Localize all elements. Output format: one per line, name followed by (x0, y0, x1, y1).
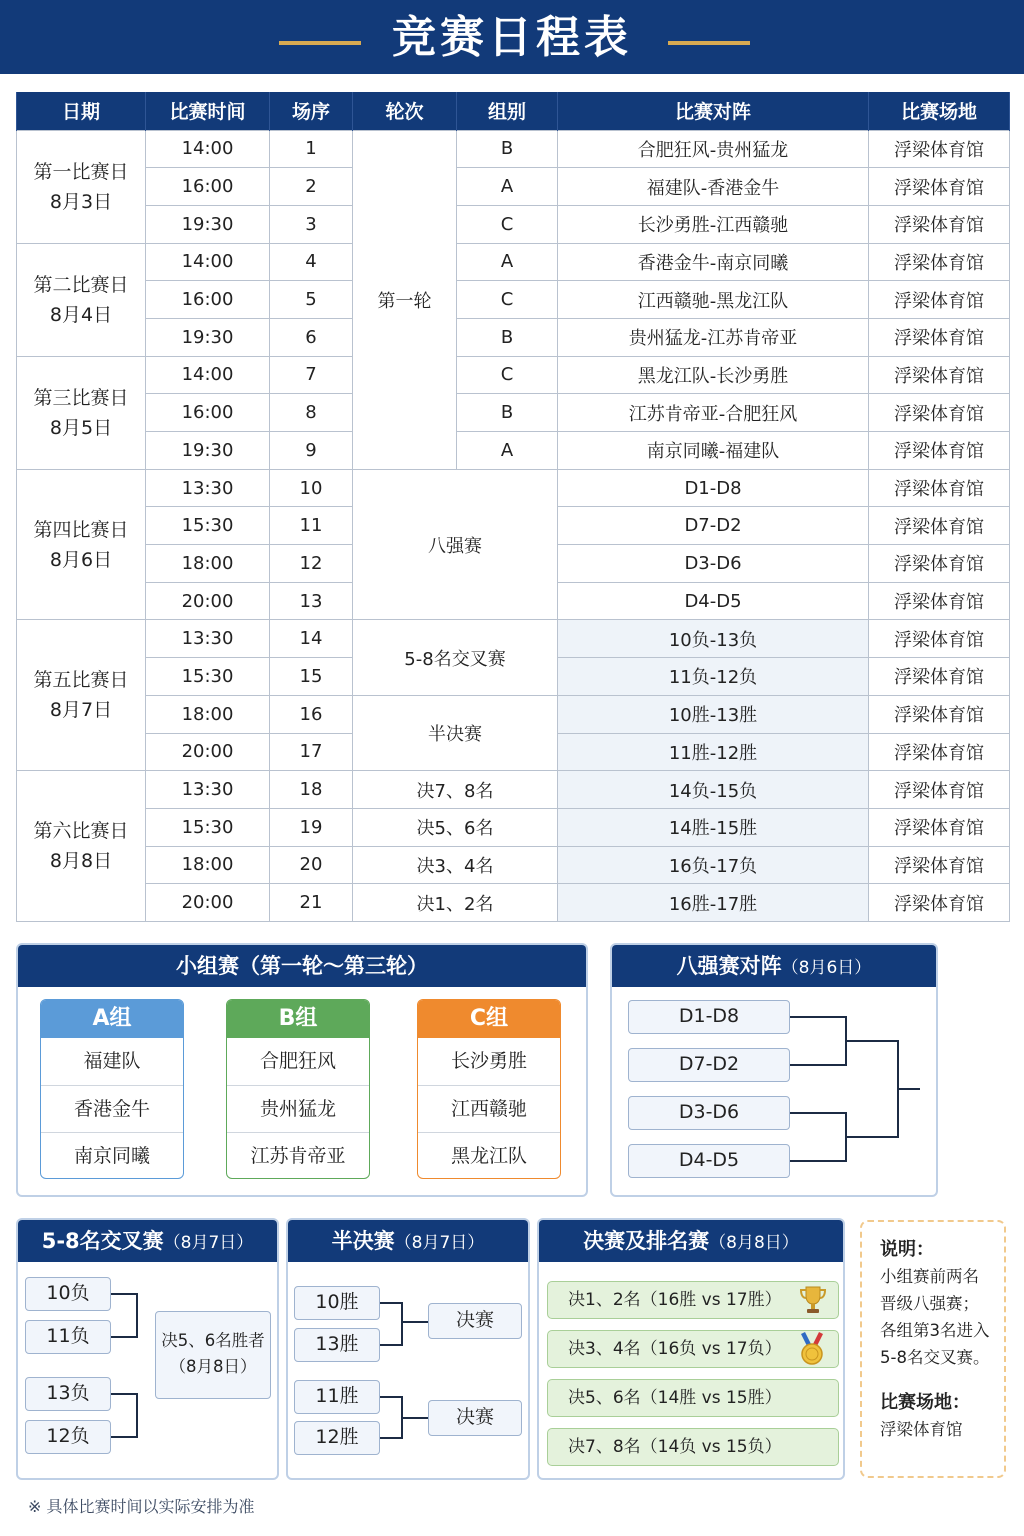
final-box: 决赛 (428, 1400, 522, 1436)
cross-match-title-text: 5-8名交叉赛 (41, 1229, 164, 1253)
cross-entry-box: 13负 (25, 1377, 111, 1411)
bracket-line (790, 1160, 846, 1162)
venue-cell: 浮梁体育馆 (869, 545, 1010, 583)
venue-cell: 浮梁体育馆 (869, 846, 1010, 884)
match-cell: 10胜-13胜 (558, 695, 869, 733)
time-cell: 14:00 (146, 356, 270, 394)
quarterfinal-match-box: D7-D2 (628, 1048, 790, 1082)
day-date: 8月4日 (49, 303, 113, 326)
match-cell: 长沙勇胜-江西赣驰 (558, 205, 869, 243)
time-cell: 13:30 (146, 620, 270, 658)
venue-cell: 浮梁体育馆 (869, 771, 1010, 809)
venue-cell: 浮梁体育馆 (869, 469, 1010, 507)
semifinal-entry-box: 11胜 (294, 1380, 380, 1414)
group-team: 江西赣驰 (418, 1085, 560, 1132)
game-no-cell: 10 (270, 469, 353, 507)
time-cell: 18:00 (146, 846, 270, 884)
col-header-group: 组别 (457, 92, 558, 130)
cross-result-box (155, 1311, 271, 1399)
match-cell: 合肥狂风-贵州猛龙 (558, 130, 869, 168)
cross-result-date: （8月8日） (169, 1357, 257, 1376)
venue-cell: 浮梁体育馆 (869, 318, 1010, 356)
match-cell: 江西赣驰-黑龙江队 (558, 281, 869, 319)
day-date: 8月3日 (49, 190, 113, 213)
note-line: 各组第3名进入 (880, 1321, 990, 1340)
table-row (17, 846, 1010, 884)
bracket-line (790, 1016, 846, 1018)
cross-result-label: 决5、6名胜者 (161, 1331, 265, 1350)
finals-row (547, 1379, 839, 1417)
group-cell: C (457, 205, 558, 243)
game-no-cell: 11 (270, 507, 353, 545)
finals-row (547, 1281, 839, 1319)
time-cell: 16:00 (146, 281, 270, 319)
table-row (17, 281, 1010, 319)
day-label: 第四比赛日 (33, 518, 129, 541)
round-cell: 八强赛 (353, 469, 558, 620)
gold-medal-icon (798, 1332, 826, 1366)
time-cell: 16:00 (146, 168, 270, 206)
game-no-cell: 9 (270, 432, 353, 470)
match-cell: 16胜-17胜 (558, 884, 869, 922)
match-cell: 10负-13负 (558, 620, 869, 658)
semifinal-entry-box: 10胜 (294, 1286, 380, 1320)
group-team: 长沙勇胜 (450, 1050, 527, 1072)
group-cell: A (457, 168, 558, 206)
group-cell: C (457, 356, 558, 394)
round-cell: 决5、6名 (353, 808, 558, 846)
table-row (17, 620, 1010, 658)
bracket-line (111, 1336, 137, 1338)
group-card-b-header: B组 (227, 1000, 369, 1038)
day-label: 第二比赛日 (33, 273, 129, 296)
finals-row-label: 决1、2名（16胜 vs 17胜） (568, 1290, 782, 1310)
table-row (17, 771, 1010, 809)
venue-cell: 浮梁体育馆 (869, 130, 1010, 168)
bracket-line (380, 1344, 402, 1346)
bracket-line (380, 1396, 402, 1398)
bracket-line (898, 1088, 920, 1090)
group-cell: A (457, 432, 558, 470)
table-row (17, 243, 1010, 281)
venue-cell: 浮梁体育馆 (869, 620, 1010, 658)
group-card-c (417, 999, 561, 1179)
finals-row-label: 决5、6名（14胜 vs 15胜） (568, 1388, 782, 1408)
match-cell: D3-D6 (558, 545, 869, 583)
note-venue-heading: 比赛场地： (880, 1392, 970, 1413)
col-header-time: 比赛时间 (146, 92, 270, 130)
finals-panel (537, 1218, 845, 1480)
cross-entry-box: 12负 (25, 1420, 111, 1454)
note-line: 小组赛前两名 (880, 1267, 979, 1286)
note-venue: 浮梁体育馆 (880, 1420, 963, 1439)
time-cell: 20:00 (146, 733, 270, 771)
note-line: 5-8名交叉赛。 (880, 1348, 990, 1367)
quarterfinal-match-box: D1-D8 (628, 1000, 790, 1034)
match-cell: 福建队-香港金牛 (558, 168, 869, 206)
table-row (17, 432, 1010, 470)
group-team: 黑龙江队 (418, 1132, 560, 1179)
semifinal-entry-box: 12胜 (294, 1421, 380, 1455)
col-header-venue: 比赛场地 (869, 92, 1010, 130)
cross-entry-box: 10负 (25, 1277, 111, 1311)
time-cell: 18:00 (146, 545, 270, 583)
page-title: 竞赛日程表 (392, 12, 632, 63)
match-cell: 香港金牛-南京同曦 (558, 243, 869, 281)
quarterfinal-panel (610, 943, 938, 1197)
bracket-line (111, 1436, 137, 1438)
venue-cell: 浮梁体育馆 (869, 356, 1010, 394)
time-cell: 19:30 (146, 205, 270, 243)
venue-cell: 浮梁体育馆 (869, 168, 1010, 206)
group-team: 贵州猛龙 (227, 1085, 369, 1132)
cross-match-title (18, 1220, 277, 1262)
note-heading: 说明： (880, 1239, 934, 1260)
bracket-line (846, 1040, 898, 1042)
match-cell: 14负-15负 (558, 771, 869, 809)
match-cell: 南京同曦-福建队 (558, 432, 869, 470)
venue-cell: 浮梁体育馆 (869, 243, 1010, 281)
group-cell: B (457, 318, 558, 356)
day-label: 第一比赛日 (33, 160, 129, 183)
time-cell: 15:30 (146, 658, 270, 696)
venue-cell: 浮梁体育馆 (869, 733, 1010, 771)
game-no-cell: 14 (270, 620, 353, 658)
day-label: 第五比赛日 (33, 669, 129, 692)
bracket-line (402, 1321, 428, 1323)
venue-cell: 浮梁体育馆 (869, 432, 1010, 470)
semifinal-date: （8月7日） (394, 1233, 485, 1253)
final-box: 决赛 (428, 1303, 522, 1339)
game-no-cell: 5 (270, 281, 353, 319)
col-header-round: 轮次 (353, 92, 457, 130)
game-no-cell: 17 (270, 733, 353, 771)
game-no-cell: 20 (270, 846, 353, 884)
game-no-cell: 18 (270, 771, 353, 809)
venue-cell: 浮梁体育馆 (869, 205, 1010, 243)
group-card-a-header: A组 (41, 1000, 183, 1038)
day-date: 8月6日 (49, 548, 113, 571)
cross-match-date: （8月7日） (163, 1233, 254, 1253)
finals-title-text: 决赛及排名赛 (583, 1229, 710, 1253)
group-card-b (226, 999, 370, 1179)
day-cell (17, 771, 146, 922)
col-header-date: 日期 (17, 92, 146, 130)
day-date: 8月5日 (49, 416, 113, 439)
game-no-cell: 7 (270, 356, 353, 394)
match-cell: 江苏肯帝亚-合肥狂风 (558, 394, 869, 432)
match-cell: D7-D2 (558, 507, 869, 545)
match-cell: 16负-17负 (558, 846, 869, 884)
bracket-line (380, 1437, 402, 1439)
table-row (17, 394, 1010, 432)
group-cell: C (457, 281, 558, 319)
group-cell: B (457, 394, 558, 432)
schedule-table (16, 92, 1010, 922)
bracket-line (790, 1112, 846, 1114)
day-cell (17, 620, 146, 771)
day-cell (17, 243, 146, 356)
round-cell: 决7、8名 (353, 771, 558, 809)
round-cell: 第一轮 (353, 130, 457, 469)
group-team: 福建队 (83, 1050, 141, 1072)
game-no-cell: 21 (270, 884, 353, 922)
finals-title (539, 1220, 843, 1262)
game-no-cell: 6 (270, 318, 353, 356)
bracket-line (380, 1302, 402, 1304)
venue-cell: 浮梁体育馆 (869, 394, 1010, 432)
match-cell: 贵州猛龙-江苏肯帝亚 (558, 318, 869, 356)
quarterfinal-title-text: 八强赛对阵 (676, 954, 782, 978)
table-row (17, 884, 1010, 922)
round-cell: 5-8名交叉赛 (353, 620, 558, 695)
bracket-line (846, 1136, 898, 1138)
footnote: ※ 具体比赛时间以实际安排为准 (28, 1497, 255, 1516)
quarterfinal-date: （8月6日） (781, 958, 872, 978)
time-cell: 15:30 (146, 808, 270, 846)
semifinal-entry-box: 13胜 (294, 1328, 380, 1362)
match-cell: 11负-12负 (558, 658, 869, 696)
round-cell: 决1、2名 (353, 884, 558, 922)
semifinal-panel (286, 1218, 530, 1480)
table-row (17, 130, 1010, 168)
group-card-a (40, 999, 184, 1179)
day-cell (17, 469, 146, 620)
time-cell: 19:30 (146, 432, 270, 470)
game-no-cell: 12 (270, 545, 353, 583)
bracket-line (136, 1393, 138, 1438)
group-card-c-header: C组 (418, 1000, 560, 1038)
semifinal-title (288, 1220, 528, 1262)
game-no-cell: 8 (270, 394, 353, 432)
venue-cell: 浮梁体育馆 (869, 658, 1010, 696)
finals-row-label: 决3、4名（16负 vs 17负） (568, 1339, 782, 1359)
venue-cell: 浮梁体育馆 (869, 507, 1010, 545)
round-cell: 半决赛 (353, 695, 558, 770)
finals-row (547, 1428, 839, 1466)
finals-row-label: 决7、8名（14负 vs 15负） (568, 1437, 782, 1457)
cross-match-panel (16, 1218, 279, 1480)
quarterfinal-match-box: D4-D5 (628, 1144, 790, 1178)
note-box (860, 1220, 1006, 1478)
day-label: 第六比赛日 (33, 820, 129, 843)
venue-cell: 浮梁体育馆 (869, 695, 1010, 733)
venue-cell: 浮梁体育馆 (869, 808, 1010, 846)
round-cell: 决3、4名 (353, 846, 558, 884)
match-cell: 11胜-12胜 (558, 733, 869, 771)
bracket-line (111, 1293, 137, 1295)
table-row (17, 318, 1010, 356)
time-cell: 16:00 (146, 394, 270, 432)
time-cell: 14:00 (146, 243, 270, 281)
bracket-line (136, 1293, 138, 1338)
table-row (17, 205, 1010, 243)
venue-cell: 浮梁体育馆 (869, 582, 1010, 620)
time-cell: 20:00 (146, 884, 270, 922)
venue-cell: 浮梁体育馆 (869, 884, 1010, 922)
bracket-line (402, 1417, 428, 1419)
game-no-cell: 4 (270, 243, 353, 281)
time-cell: 14:00 (146, 130, 270, 168)
group-team: 香港金牛 (41, 1085, 183, 1132)
game-no-cell: 15 (270, 658, 353, 696)
game-no-cell: 16 (270, 695, 353, 733)
game-no-cell: 2 (270, 168, 353, 206)
day-date: 8月7日 (49, 699, 113, 722)
game-no-cell: 3 (270, 205, 353, 243)
group-cell: A (457, 243, 558, 281)
day-cell (17, 130, 146, 243)
group-stage-title: 小组赛（第一轮～第三轮） (18, 945, 586, 987)
game-no-cell: 19 (270, 808, 353, 846)
table-header-row (17, 92, 1010, 130)
col-header-game-no: 场序 (270, 92, 353, 130)
finals-date: （8月8日） (709, 1233, 799, 1253)
time-cell: 15:30 (146, 507, 270, 545)
group-team: 南京同曦 (41, 1132, 183, 1179)
time-cell: 18:00 (146, 695, 270, 733)
day-label: 第三比赛日 (33, 386, 129, 409)
table-row (17, 469, 1010, 507)
quarterfinal-title (612, 945, 936, 987)
match-cell: D4-D5 (558, 582, 869, 620)
venue-cell: 浮梁体育馆 (869, 281, 1010, 319)
group-stage-panel (16, 943, 588, 1197)
table-row (17, 356, 1010, 394)
match-cell: 14胜-15胜 (558, 808, 869, 846)
note-line: 晋级八强赛； (880, 1294, 979, 1313)
group-team: 江苏肯帝亚 (227, 1132, 369, 1179)
day-cell (17, 356, 146, 469)
day-date: 8月8日 (49, 850, 113, 873)
table-row (17, 695, 1010, 733)
group-cell: B (457, 130, 558, 168)
table-row (17, 808, 1010, 846)
bracket-line (111, 1393, 137, 1395)
match-cell: D1-D8 (558, 469, 869, 507)
time-cell: 19:30 (146, 318, 270, 356)
time-cell: 20:00 (146, 582, 270, 620)
table-row (17, 168, 1010, 206)
game-no-cell: 1 (270, 130, 353, 168)
cross-entry-box: 11负 (25, 1320, 111, 1354)
time-cell: 13:30 (146, 771, 270, 809)
time-cell: 13:30 (146, 469, 270, 507)
game-no-cell: 13 (270, 582, 353, 620)
trophy-icon (798, 1284, 828, 1316)
group-team: 合肥狂风 (259, 1050, 336, 1072)
match-cell: 黑龙江队-长沙勇胜 (558, 356, 869, 394)
col-header-match: 比赛对阵 (558, 92, 869, 130)
bracket-line (401, 1302, 403, 1346)
semifinal-title-text: 半决赛 (331, 1229, 395, 1253)
quarterfinal-match-box: D3-D6 (628, 1096, 790, 1130)
bracket-line (790, 1064, 846, 1066)
finals-row (547, 1330, 839, 1368)
